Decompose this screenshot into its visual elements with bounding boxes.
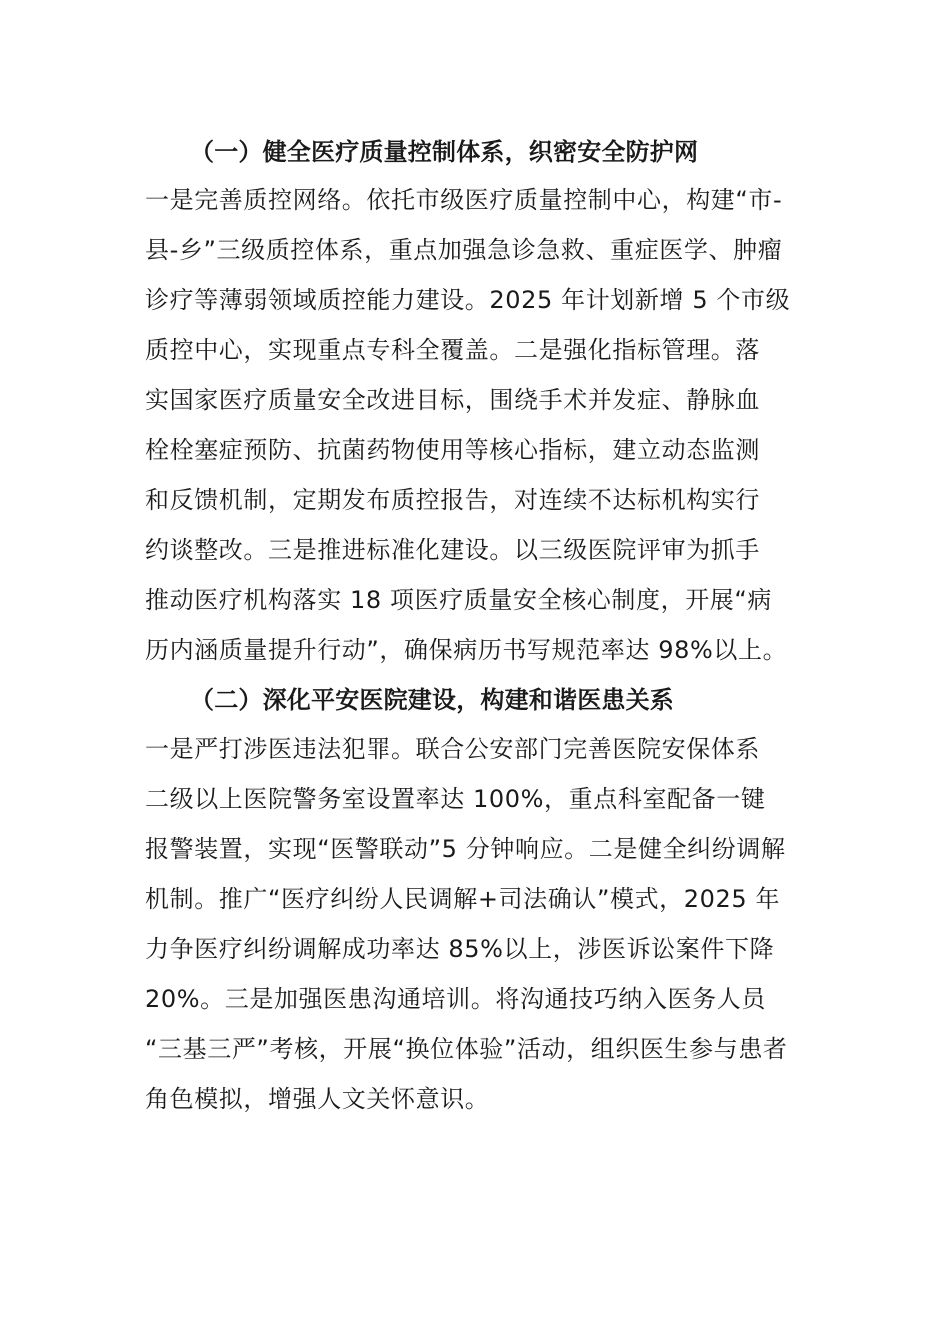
paragraph-line: 和反馈机制，定期发布质控报告，对连续不达标机构实行 [145, 486, 760, 514]
paragraph-line: 角色模拟，增强人文关怀意识。 [145, 1085, 490, 1113]
paragraph-line: 力争医疗纠纷调解成功率达 85%以上，涉医诉讼案件下降 [145, 935, 775, 963]
paragraph-line: 一是严打涉医违法犯罪。联合公安部门完善医院安保体系 [145, 735, 760, 763]
section-1-heading: （一）健全医疗质量控制体系，织密安全防护网 [190, 138, 699, 166]
paragraph-line: 报警装置，实现“医警联动”5 分钟响应。二是健全纠纷调解 [145, 835, 786, 863]
paragraph-line: 机制。推广“医疗纠纷人民调解+司法确认”模式，2025 年 [145, 885, 781, 913]
paragraph-line: “三基三严”考核，开展“换位体验”活动，组织医生参与患者 [145, 1035, 788, 1063]
paragraph-line: 诊疗等薄弱领域质控能力建设。2025 年计划新增 5 个市级 [145, 286, 791, 314]
paragraph-line: 历内涵质量提升行动”，确保病历书写规范率达 98%以上。 [145, 636, 788, 664]
paragraph-line: 20%。三是加强医患沟通培训。将沟通技巧纳入医务人员 [145, 985, 766, 1013]
section-2-body [145, 724, 810, 1124]
paragraph-line: 二级以上医院警务室设置率达 100%，重点科室配备一键 [145, 785, 766, 813]
paragraph-line: 县-乡”三级质控体系，重点加强急诊急救、重症医学、肿瘤 [145, 236, 783, 264]
paragraph-line: 推动医疗机构落实 18 项医疗质量安全核心制度，开展“病 [145, 586, 773, 614]
paragraph-line: 实国家医疗质量安全改进目标，围绕手术并发症、静脉血 [145, 386, 760, 414]
section-2-heading: （二）深化平安医院建设，构建和谐医患关系 [190, 686, 674, 714]
paragraph-line: 一是完善质控网络。依托市级医疗质量控制中心，构建“市- [145, 186, 783, 214]
section-1-body [145, 175, 810, 675]
paragraph-line: 约谈整改。三是推进标准化建设。以三级医院评审为抓手 [145, 536, 760, 564]
paragraph-line: 栓栓塞症预防、抗菌药物使用等核心指标，建立动态监测 [145, 436, 760, 464]
paragraph-line: 质控中心，实现重点专科全覆盖。二是强化指标管理。落 [145, 336, 760, 364]
